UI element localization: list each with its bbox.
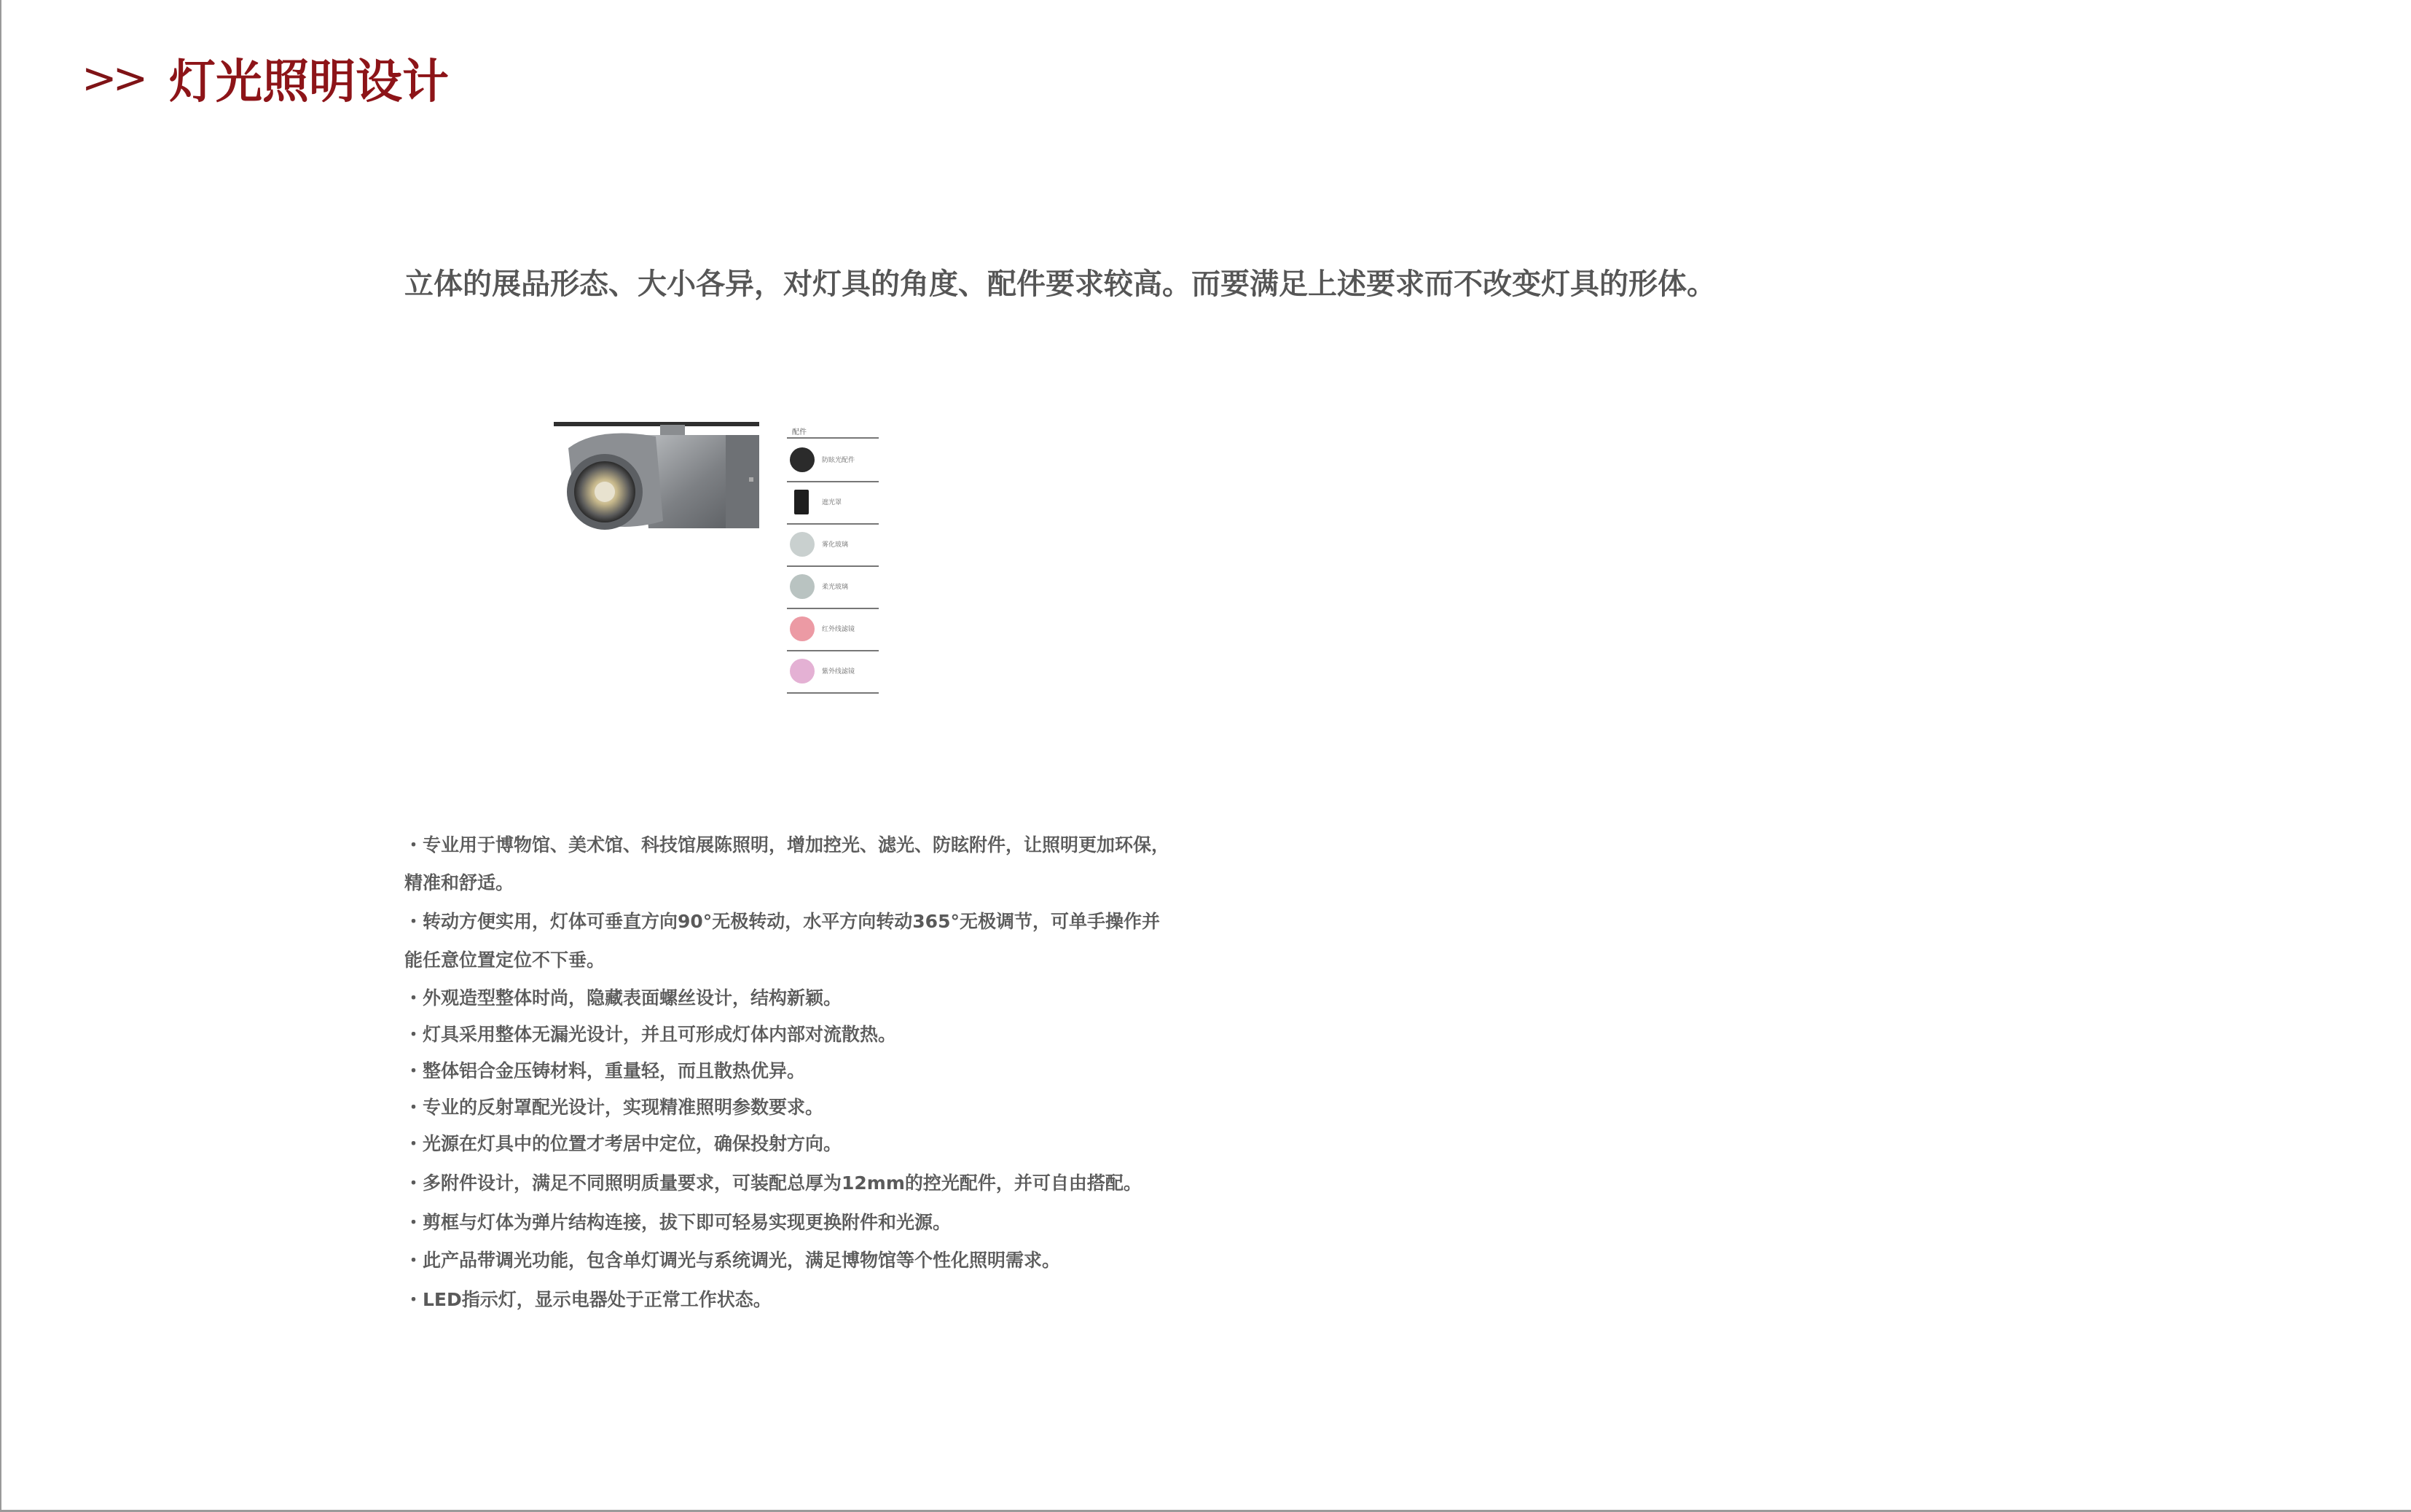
accessory-item <box>787 565 879 609</box>
feature-line: 精准和舒适。 <box>404 872 514 893</box>
accessory-label: 遮光罩 <box>822 499 842 506</box>
feature-line: ・剪框与灯体为弹片结构连接，拔下即可轻易实现更换附件和光源。 <box>404 1212 952 1233</box>
accessory-item <box>787 650 879 694</box>
feature-line: ・专业的反射罩配光设计，实现精准照明参数要求。 <box>404 1097 824 1118</box>
accessories-heading: 配件 <box>792 428 807 436</box>
feature-line: ・外观造型整体时尚，隐藏表面螺丝设计，结构新颖。 <box>404 987 842 1008</box>
accessory-item <box>787 523 879 567</box>
infrared-filter-icon <box>790 616 815 641</box>
feature-line: ・转动方便实用，灯体可垂直方向90°无极转动，水平方向转动365°无极调节，可单手操作并 <box>404 911 1160 932</box>
feature-line: ・灯具采用整体无漏光设计，并且可形成灯体内部对流散热。 <box>404 1024 897 1045</box>
accessory-item <box>787 439 879 482</box>
shade-icon <box>794 490 809 514</box>
feature-line: ・专业用于博物馆、美术馆、科技馆展陈照明，增加控光、滤光、防眩附件，让照明更加环保， <box>404 834 1170 855</box>
feature-line: 能任意位置定位不下垂。 <box>404 949 605 971</box>
feature-line: ・LED指示灯，显示电器处于正常工作状态。 <box>404 1289 772 1310</box>
accessory-label: 紫外线滤镜 <box>822 668 855 675</box>
anti-glare-icon <box>790 447 815 472</box>
accessory-label: 红外线滤镜 <box>822 626 855 633</box>
accessory-label: 柔光玻璃 <box>822 584 849 591</box>
soft-glass-icon <box>790 574 815 599</box>
feature-line: ・光源在灯具中的位置才考居中定位，确保投射方向。 <box>404 1133 842 1154</box>
feature-line: ・整体铝合金压铸材料，重量轻，而且散热优异。 <box>404 1060 806 1081</box>
feature-line: ・多附件设计，满足不同照明质量要求，可装配总厚为12mm的控光配件，并可自由搭配。 <box>404 1172 1142 1194</box>
chevron-icon: >> <box>82 53 144 103</box>
spotlight-image <box>554 419 765 550</box>
accessory-item <box>787 608 879 651</box>
accessory-label: 防眩光配件 <box>822 457 855 464</box>
section-header <box>82 45 449 111</box>
accessories-panel <box>787 426 879 697</box>
feature-line: ・此产品带调光功能，包含单灯调光与系统调光，满足博物馆等个性化照明需求。 <box>404 1250 1061 1271</box>
accessory-label: 雾化玻璃 <box>822 541 849 549</box>
intro-text: 立体的展品形态、大小各异，对灯具的角度、配件要求较高。而要满足上述要求而不改变灯具的形体。 <box>404 267 1716 301</box>
frosted-glass-icon <box>790 532 815 557</box>
accessory-item <box>787 481 879 525</box>
uv-filter-icon <box>790 659 815 683</box>
page-title: 灯光照明设计 <box>169 55 449 109</box>
